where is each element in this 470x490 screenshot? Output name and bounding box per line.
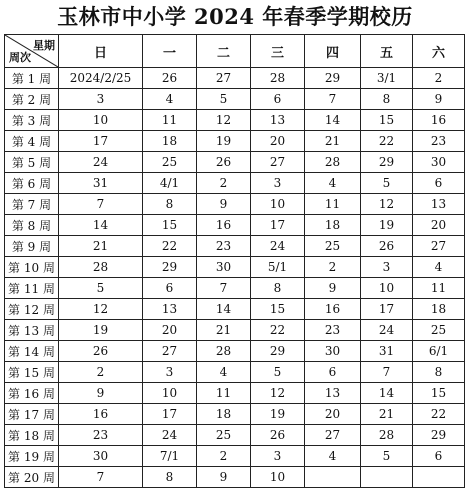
week-label: 第 15 周 bbox=[5, 362, 59, 383]
date-cell: 18 bbox=[305, 215, 361, 236]
date-cell: 2 bbox=[197, 173, 251, 194]
date-cell: 17 bbox=[361, 299, 413, 320]
date-cell: 12 bbox=[251, 383, 305, 404]
date-cell: 10 bbox=[361, 278, 413, 299]
date-cell: 7/1 bbox=[143, 446, 197, 467]
week-label: 第 4 周 bbox=[5, 131, 59, 152]
week-label: 第 3 周 bbox=[5, 110, 59, 131]
date-cell: 6 bbox=[305, 362, 361, 383]
date-cell: 13 bbox=[305, 383, 361, 404]
week-label: 第 5 周 bbox=[5, 152, 59, 173]
week-label: 第 12 周 bbox=[5, 299, 59, 320]
date-cell: 30 bbox=[413, 152, 465, 173]
date-cell: 25 bbox=[197, 425, 251, 446]
date-cell: 19 bbox=[361, 215, 413, 236]
date-cell: 25 bbox=[413, 320, 465, 341]
date-cell: 9 bbox=[413, 89, 465, 110]
table-row bbox=[5, 425, 465, 446]
date-cell: 14 bbox=[59, 215, 143, 236]
date-cell bbox=[305, 467, 361, 488]
date-cell: 28 bbox=[361, 425, 413, 446]
date-cell: 14 bbox=[361, 383, 413, 404]
date-cell: 5 bbox=[251, 362, 305, 383]
date-cell: 12 bbox=[59, 299, 143, 320]
date-cell: 26 bbox=[361, 236, 413, 257]
date-cell: 17 bbox=[59, 131, 143, 152]
date-cell: 6 bbox=[143, 278, 197, 299]
date-cell: 20 bbox=[251, 131, 305, 152]
date-cell: 28 bbox=[251, 68, 305, 89]
table-row bbox=[5, 173, 465, 194]
table-row bbox=[5, 341, 465, 362]
date-cell: 27 bbox=[197, 68, 251, 89]
date-cell: 27 bbox=[413, 236, 465, 257]
date-cell: 7 bbox=[59, 194, 143, 215]
week-label: 第 18 周 bbox=[5, 425, 59, 446]
table-row bbox=[5, 320, 465, 341]
week-label: 第 17 周 bbox=[5, 404, 59, 425]
table-row bbox=[5, 362, 465, 383]
date-cell: 23 bbox=[59, 425, 143, 446]
date-cell: 21 bbox=[305, 131, 361, 152]
date-cell: 29 bbox=[305, 68, 361, 89]
table-row bbox=[5, 194, 465, 215]
date-cell: 10 bbox=[59, 110, 143, 131]
date-cell: 25 bbox=[143, 152, 197, 173]
week-label: 第 14 周 bbox=[5, 341, 59, 362]
date-cell: 9 bbox=[305, 278, 361, 299]
date-cell: 16 bbox=[197, 215, 251, 236]
table-row bbox=[5, 236, 465, 257]
day-header: 日 bbox=[59, 35, 143, 68]
date-cell: 6/1 bbox=[413, 341, 465, 362]
date-cell: 5 bbox=[59, 278, 143, 299]
date-cell: 3 bbox=[143, 362, 197, 383]
date-cell bbox=[361, 467, 413, 488]
date-cell: 11 bbox=[413, 278, 465, 299]
day-header: 五 bbox=[361, 35, 413, 68]
date-cell: 22 bbox=[413, 404, 465, 425]
day-header: 四 bbox=[305, 35, 361, 68]
date-cell: 4 bbox=[413, 257, 465, 278]
calendar-body bbox=[5, 68, 465, 488]
date-cell: 20 bbox=[413, 215, 465, 236]
date-cell: 24 bbox=[251, 236, 305, 257]
date-cell: 21 bbox=[197, 320, 251, 341]
date-cell: 29 bbox=[361, 152, 413, 173]
date-cell: 15 bbox=[143, 215, 197, 236]
corner-cell bbox=[5, 35, 59, 68]
date-cell: 27 bbox=[143, 341, 197, 362]
date-cell: 20 bbox=[305, 404, 361, 425]
date-cell: 5 bbox=[361, 446, 413, 467]
date-cell: 19 bbox=[197, 131, 251, 152]
date-cell: 30 bbox=[197, 257, 251, 278]
date-cell: 27 bbox=[305, 425, 361, 446]
date-cell: 21 bbox=[59, 236, 143, 257]
date-cell: 7 bbox=[197, 278, 251, 299]
corner-label-week: 周次 bbox=[9, 51, 31, 64]
date-cell: 22 bbox=[143, 236, 197, 257]
date-cell: 7 bbox=[305, 89, 361, 110]
date-cell: 23 bbox=[197, 236, 251, 257]
date-cell: 29 bbox=[251, 341, 305, 362]
date-cell: 28 bbox=[305, 152, 361, 173]
date-cell: 4 bbox=[305, 446, 361, 467]
date-cell: 31 bbox=[361, 341, 413, 362]
date-cell: 2 bbox=[59, 362, 143, 383]
date-cell: 24 bbox=[143, 425, 197, 446]
table-row bbox=[5, 404, 465, 425]
week-label: 第 9 周 bbox=[5, 236, 59, 257]
date-cell: 23 bbox=[413, 131, 465, 152]
date-cell: 22 bbox=[361, 131, 413, 152]
week-label: 第 2 周 bbox=[5, 89, 59, 110]
date-cell: 18 bbox=[143, 131, 197, 152]
date-cell: 28 bbox=[197, 341, 251, 362]
date-cell: 28 bbox=[59, 257, 143, 278]
date-cell: 22 bbox=[251, 320, 305, 341]
date-cell: 6 bbox=[251, 89, 305, 110]
date-cell: 9 bbox=[197, 467, 251, 488]
date-cell: 26 bbox=[251, 425, 305, 446]
table-row bbox=[5, 383, 465, 404]
date-cell: 17 bbox=[251, 215, 305, 236]
date-cell: 21 bbox=[361, 404, 413, 425]
date-cell: 24 bbox=[361, 320, 413, 341]
week-label: 第 11 周 bbox=[5, 278, 59, 299]
table-row bbox=[5, 110, 465, 131]
date-cell: 10 bbox=[143, 383, 197, 404]
date-cell: 26 bbox=[143, 68, 197, 89]
date-cell: 2024/2/25 bbox=[59, 68, 143, 89]
date-cell: 26 bbox=[197, 152, 251, 173]
date-cell: 8 bbox=[143, 467, 197, 488]
date-cell: 30 bbox=[59, 446, 143, 467]
date-cell: 16 bbox=[413, 110, 465, 131]
date-cell: 17 bbox=[143, 404, 197, 425]
date-cell: 29 bbox=[143, 257, 197, 278]
date-cell: 6 bbox=[413, 446, 465, 467]
week-label: 第 8 周 bbox=[5, 215, 59, 236]
date-cell: 9 bbox=[197, 194, 251, 215]
date-cell: 11 bbox=[305, 194, 361, 215]
date-cell: 13 bbox=[413, 194, 465, 215]
date-cell: 26 bbox=[59, 341, 143, 362]
date-cell: 29 bbox=[413, 425, 465, 446]
table-row bbox=[5, 257, 465, 278]
date-cell: 2 bbox=[305, 257, 361, 278]
date-cell: 8 bbox=[143, 194, 197, 215]
table-row bbox=[5, 467, 465, 488]
table-row bbox=[5, 152, 465, 173]
date-cell: 13 bbox=[143, 299, 197, 320]
date-cell: 18 bbox=[197, 404, 251, 425]
day-header: 三 bbox=[251, 35, 305, 68]
week-label: 第 16 周 bbox=[5, 383, 59, 404]
date-cell: 6 bbox=[413, 173, 465, 194]
date-cell: 3 bbox=[251, 173, 305, 194]
corner-label-weekday: 星期 bbox=[33, 39, 55, 52]
date-cell: 13 bbox=[251, 110, 305, 131]
date-cell: 3/1 bbox=[361, 68, 413, 89]
date-cell: 19 bbox=[251, 404, 305, 425]
date-cell: 27 bbox=[251, 152, 305, 173]
date-cell: 4 bbox=[305, 173, 361, 194]
date-cell: 15 bbox=[413, 383, 465, 404]
date-cell: 23 bbox=[305, 320, 361, 341]
date-cell: 3 bbox=[251, 446, 305, 467]
date-cell: 5 bbox=[361, 173, 413, 194]
week-label: 第 6 周 bbox=[5, 173, 59, 194]
calendar-table bbox=[4, 34, 465, 488]
week-label: 第 19 周 bbox=[5, 446, 59, 467]
date-cell: 12 bbox=[197, 110, 251, 131]
date-cell: 5 bbox=[197, 89, 251, 110]
date-cell: 30 bbox=[305, 341, 361, 362]
date-cell: 7 bbox=[361, 362, 413, 383]
date-cell: 8 bbox=[251, 278, 305, 299]
table-row bbox=[5, 68, 465, 89]
date-cell: 19 bbox=[59, 320, 143, 341]
header-row bbox=[5, 35, 465, 68]
date-cell: 25 bbox=[305, 236, 361, 257]
date-cell: 16 bbox=[59, 404, 143, 425]
date-cell: 3 bbox=[361, 257, 413, 278]
date-cell: 24 bbox=[59, 152, 143, 173]
date-cell: 9 bbox=[59, 383, 143, 404]
date-cell: 14 bbox=[305, 110, 361, 131]
date-cell: 7 bbox=[59, 467, 143, 488]
date-cell: 15 bbox=[251, 299, 305, 320]
day-header: 二 bbox=[197, 35, 251, 68]
date-cell: 3 bbox=[59, 89, 143, 110]
date-cell: 2 bbox=[197, 446, 251, 467]
day-header: 六 bbox=[413, 35, 465, 68]
date-cell: 31 bbox=[59, 173, 143, 194]
date-cell: 4/1 bbox=[143, 173, 197, 194]
week-label: 第 1 周 bbox=[5, 68, 59, 89]
date-cell: 2 bbox=[413, 68, 465, 89]
date-cell: 10 bbox=[251, 194, 305, 215]
table-row bbox=[5, 446, 465, 467]
page-title: 玉林市中小学 2024 年春季学期校历 bbox=[57, 4, 413, 29]
date-cell: 11 bbox=[197, 383, 251, 404]
date-cell: 8 bbox=[361, 89, 413, 110]
week-label: 第 7 周 bbox=[5, 194, 59, 215]
table-row bbox=[5, 89, 465, 110]
date-cell bbox=[413, 467, 465, 488]
date-cell: 20 bbox=[143, 320, 197, 341]
date-cell: 14 bbox=[197, 299, 251, 320]
table-row bbox=[5, 299, 465, 320]
date-cell: 11 bbox=[143, 110, 197, 131]
date-cell: 16 bbox=[305, 299, 361, 320]
table-row bbox=[5, 278, 465, 299]
date-cell: 5/1 bbox=[251, 257, 305, 278]
date-cell: 10 bbox=[251, 467, 305, 488]
date-cell: 18 bbox=[413, 299, 465, 320]
table-row bbox=[5, 131, 465, 152]
date-cell: 4 bbox=[197, 362, 251, 383]
date-cell: 4 bbox=[143, 89, 197, 110]
week-label: 第 20 周 bbox=[5, 467, 59, 488]
date-cell: 15 bbox=[361, 110, 413, 131]
table-row bbox=[5, 215, 465, 236]
week-label: 第 13 周 bbox=[5, 320, 59, 341]
week-label: 第 10 周 bbox=[5, 257, 59, 278]
date-cell: 8 bbox=[413, 362, 465, 383]
date-cell: 12 bbox=[361, 194, 413, 215]
day-header: 一 bbox=[143, 35, 197, 68]
